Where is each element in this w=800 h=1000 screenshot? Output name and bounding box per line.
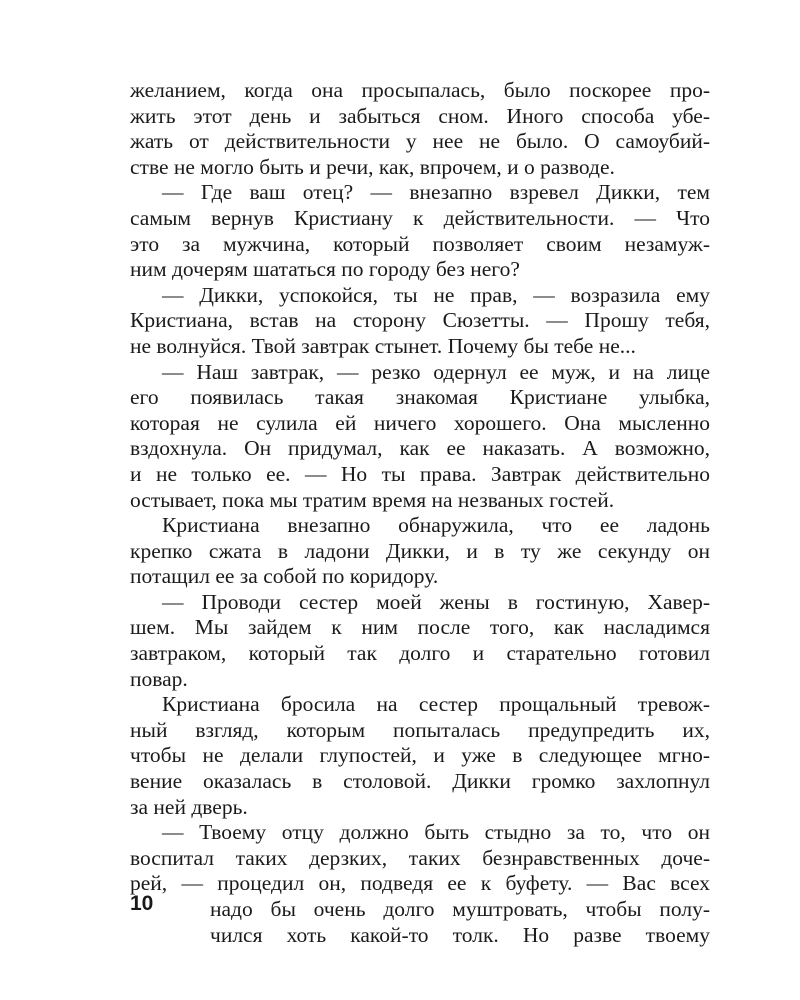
text-line: стве не могло быть и речи, как, впрочем, и о разводе.	[130, 154, 615, 179]
text-line: за ней дверь.	[130, 794, 248, 819]
text-line: которая не сулила ей ничего хорошего. Она мысленно	[130, 410, 710, 435]
text-line: — Где ваш отец? — внезапно взревел Дикки, тем	[162, 180, 710, 205]
text-line: остывает, пока мы тратим время на незваных гостей.	[130, 487, 615, 512]
text-line: чтобы не делали глупостей, и уже в следующее мгно-	[130, 743, 710, 768]
body-text	[130, 78, 710, 948]
text-line: — Дикки, успокойся, ты не прав, — возразила ему	[162, 282, 710, 307]
text-line: рей, — процедил он, подведя ее к буфету. — Вас всех	[130, 871, 710, 896]
text-line: завтраком, который так долго и старательно готовил	[130, 641, 710, 666]
text-line: шем. Мы зайдем к ним после того, как насладимся	[130, 615, 710, 640]
text-line: и не только ее. — Но ты права. Завтрак действительно	[130, 461, 710, 486]
text-line: — Наш завтрак, — резко одернул ее муж, и на лице	[162, 359, 710, 384]
text-line: крепко сжата в ладони Дикки, и в ту же секунду он	[130, 538, 710, 563]
text-line: вздохнула. Он придумал, как ее наказать. А возможно,	[130, 436, 710, 461]
text-line: Кристиана бросила на сестер прощальный тревож-	[162, 692, 710, 717]
text-line: жать от действительности у нее не было. О самоубий-	[130, 129, 710, 154]
text-line: Кристиана внезапно обнаружила, что ее ладонь	[162, 513, 710, 538]
text-line: не волнуйся. Твой завтрак стынет. Почему бы тебе не...	[130, 333, 636, 358]
text-line: повар.	[130, 666, 188, 691]
text-line: жить этот день и забыться сном. Иного способа убе-	[130, 103, 710, 128]
text-line: чился хоть какой-то толк. Но разве твоему	[210, 922, 710, 947]
text-line: желанием, когда она просыпалась, было поскорее про-	[130, 78, 710, 102]
text-line: Кристиана, встав на сторону Сюзетты. — Прошу тебя,	[130, 308, 710, 333]
text-line: — Твоему отцу должно быть стыдно за то, что он	[162, 820, 710, 845]
text-line: вение оказалась в столовой. Дикки громко захлопнул	[130, 769, 710, 794]
text-line: его появилась такая знакомая Кристиане улыбка,	[130, 385, 710, 410]
text-line: надо бы очень долго муштровать, чтобы полу-	[210, 897, 710, 921]
text-line: — Проводи сестер моей жены в гостиную, Хавер-	[162, 589, 710, 614]
text-line: ним дочерям шататься по городу без него?	[130, 257, 520, 282]
text-line: потащил ее за собой по коридору.	[130, 564, 439, 589]
page-number: 10	[130, 892, 154, 915]
text-line: воспитал таких дерзких, таких безнравственных доче-	[130, 845, 710, 870]
text-line: самым вернув Кристиану к действительности. — Что	[130, 205, 710, 230]
text-line: это за мужчина, который позволяет своим незамуж-	[130, 231, 710, 256]
text-line: ный взгляд, которым попыталась предупредить их,	[130, 717, 710, 742]
